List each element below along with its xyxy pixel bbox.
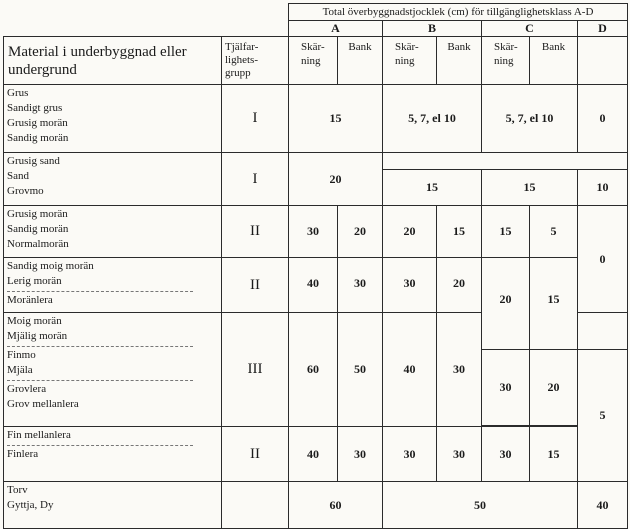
value-c-bank: 15	[530, 258, 578, 350]
c-bank-header: Bank	[530, 37, 578, 85]
value-d: 5	[578, 350, 628, 482]
header-title: Total överbyggnadstjocklek (cm) för tillgänglighetsklass A-D	[289, 4, 628, 21]
material-name: Sandigt grus	[7, 102, 63, 114]
cut-line: Skär-	[395, 41, 419, 53]
material-name: Mjäla	[7, 364, 33, 376]
value-a-cut: 40	[289, 258, 338, 313]
material-cell	[4, 206, 222, 258]
spacer-cell	[578, 313, 628, 350]
material-cell	[4, 313, 222, 427]
value-d: 10	[578, 170, 628, 206]
value-c-cut: 30	[482, 427, 530, 482]
material-name: Sandig moig morän	[7, 260, 94, 272]
cut-line: ning	[301, 55, 321, 67]
frost-group-cell: II	[222, 427, 289, 482]
material-name: Sand	[7, 170, 29, 182]
value-a: 60	[289, 482, 383, 529]
value-b-bank: 30	[437, 313, 482, 427]
material-name: Grov mellanlera	[7, 398, 79, 410]
value-d: 0	[578, 206, 628, 313]
value-a-cut: 30	[289, 206, 338, 258]
b-bank-header: Bank	[437, 37, 482, 85]
material-name: Moränlera	[7, 294, 53, 306]
material-separator	[7, 380, 193, 381]
material-name: Sandig morän	[7, 132, 69, 144]
value-b-bank: 30	[437, 427, 482, 482]
material-name: Finlera	[7, 448, 39, 460]
value-b: 15	[383, 170, 482, 206]
value-c: 5, 7, el 10	[482, 85, 578, 153]
material-name: Grovlera	[7, 383, 47, 395]
material-separator	[7, 445, 193, 446]
value-a-bank: 30	[338, 427, 383, 482]
c-cut-header	[482, 37, 530, 85]
material-name: Grusig morän	[7, 117, 68, 129]
cut-line: Skär-	[301, 41, 325, 53]
material-cell	[4, 153, 222, 206]
value-c-cut: 30	[482, 350, 530, 426]
frost-header-line: lighets-	[225, 54, 258, 66]
value-b-cut: 30	[383, 427, 437, 482]
material-cell	[4, 482, 222, 529]
value-c-cut: 20	[482, 258, 530, 350]
value-a-bank: 20	[338, 206, 383, 258]
value-c-cut: 15	[482, 206, 530, 258]
value-b-cut: 30	[383, 258, 437, 313]
class-b-header: B	[383, 21, 482, 37]
value-a-bank: 30	[338, 258, 383, 313]
frost-group-cell	[222, 482, 289, 529]
value-a-bank: 50	[338, 313, 383, 427]
material-name: Lerig morän	[7, 275, 62, 287]
material-name: Grusig morän	[7, 208, 68, 220]
class-d-header: D	[578, 21, 628, 37]
material-name: Torv	[7, 484, 28, 496]
material-name: Normalmorän	[7, 238, 69, 250]
b-cut-header	[383, 37, 437, 85]
material-cell	[4, 258, 222, 313]
material-separator	[7, 346, 193, 347]
material-name: Mjälig morän	[7, 330, 68, 342]
value-a: 20	[289, 153, 383, 206]
value-b-bank: 15	[437, 206, 482, 258]
cut-line: ning	[494, 55, 514, 67]
value-b-bank: 20	[437, 258, 482, 313]
value-b-cut: 40	[383, 313, 437, 427]
value-c-bank: 5	[530, 206, 578, 258]
value-b-cut: 20	[383, 206, 437, 258]
material-name: Grus	[7, 87, 29, 99]
frost-group-cell: II	[222, 206, 289, 258]
frost-group-cell: III	[222, 313, 289, 427]
value-b: 5, 7, el 10	[383, 85, 482, 153]
cut-line: ning	[395, 55, 415, 67]
material-name: Grovmo	[7, 185, 44, 197]
material-name: Fin mellanlera	[7, 429, 71, 441]
thickness-table	[3, 3, 628, 529]
value-a-cut: 40	[289, 427, 338, 482]
value-a-cut: 60	[289, 313, 338, 427]
material-cell	[4, 85, 222, 153]
a-bank-header: Bank	[338, 37, 383, 85]
class-a-header: A	[289, 21, 383, 37]
material-name: Moig morän	[7, 315, 62, 327]
material-separator	[7, 291, 193, 292]
value-d: 0	[578, 85, 628, 153]
frost-group-column-header	[222, 37, 289, 85]
d-subheader-blank	[578, 37, 628, 85]
value-c-bank: 20	[530, 350, 578, 426]
value-d: 40	[578, 482, 628, 529]
value-bc: 50	[383, 482, 578, 529]
frost-group-cell: I	[222, 153, 289, 206]
material-name: Gyttja, Dy	[7, 499, 54, 511]
material-name: Sandig morän	[7, 223, 69, 235]
frost-header-line: Tjälfar-	[225, 41, 259, 53]
header-blank	[4, 4, 289, 37]
a-cut-header	[289, 37, 338, 85]
material-cell	[4, 427, 222, 482]
cut-line: Skär-	[494, 41, 518, 53]
class-c-header: C	[482, 21, 578, 37]
material-name: Finmo	[7, 349, 36, 361]
frost-header-line: grupp	[225, 67, 251, 79]
value-a: 15	[289, 85, 383, 153]
material-name: Grusig sand	[7, 155, 60, 167]
material-column-header: Material i underbyggnad eller undergrund	[4, 37, 222, 85]
frost-group-cell: II	[222, 258, 289, 313]
spacer-cell	[383, 153, 628, 170]
value-c-bank: 15	[530, 427, 578, 482]
frost-group-cell: I	[222, 85, 289, 153]
value-c: 15	[482, 170, 578, 206]
